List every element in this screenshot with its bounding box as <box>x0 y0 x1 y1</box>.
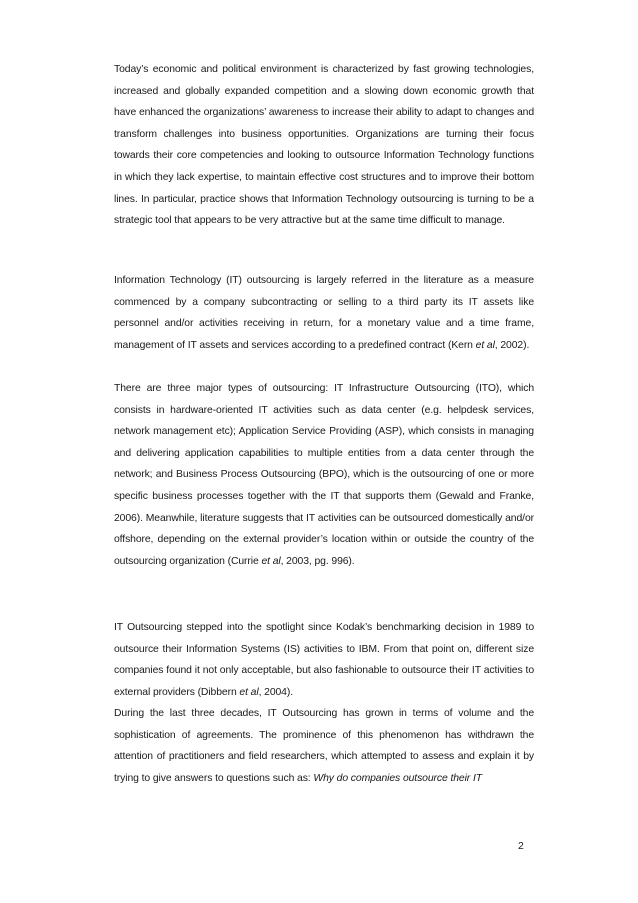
paragraph-text: Information Technology (IT) outsourcing is largely referred in the literature as a measure commenced by a company subcontracting or selling to a third party its IT assets like personnel and/or activities receiving in return, for a monetary value and a time frame, management of IT assets and services according to a predefined contract (Kern <box>114 275 534 351</box>
italic-question: Why do companies outsource their IT <box>313 772 482 784</box>
paragraph-text: , 2003, pg. 996). <box>280 555 355 567</box>
citation-et-al: et al <box>239 686 259 698</box>
paragraph-it-outsourcing-definition <box>114 270 534 356</box>
citation-et-al: et al <box>261 555 281 567</box>
citation-et-al: et al <box>475 339 495 351</box>
paragraph-text: , 2002). <box>494 339 530 351</box>
paragraph-growth-decades <box>114 703 534 789</box>
paragraph-kodak-history <box>114 617 534 703</box>
paragraph-text: During the last three decades, IT Outsourcing has grown in terms of volume and the sophistication of agreements. The prominence of this phenomenon has withdrawn the attention of practitioners and field researchers, which attempted to assess and explain it by trying to give answers to questions such as: <box>114 708 534 784</box>
paragraph-text: IT Outsourcing stepped into the spotlight since Kodak’s benchmarking decision in 1989 to outsource their Information Systems (IS) activities to IBM. From that point on, different size companies found it not only acceptable, but also fashionable to outsource their IT activities to external providers (Dibbern <box>114 622 534 698</box>
paragraph-economic-environment: Today’s economic and political environment is characterized by fast growing technologies, increased and globally expanded competition and a slowing down economic growth that have enhanced the organizations’ awareness to increase their ability to adapt to changes and transform challenges into business opportunities. Organizations are turning their focus towards their core competencies and looking to outsource Information Technology functions in which they lack expertise, to maintain effective cost structures and to improve their bottom lines. In particular, practice shows that Information Technology outsourcing is turning to be a strategic tool that appears to be very attractive but at the same time difficult to manage. <box>114 64 534 227</box>
paragraph-text: , 2004). <box>258 686 293 698</box>
page-number: 2 <box>518 841 524 852</box>
paragraph-outsourcing-types <box>114 378 534 572</box>
paragraph-text: There are three major types of outsourcing: IT Infrastructure Outsourcing (ITO), which consists in hardware-oriented IT activities such as data center (e.g. helpdesk services, network management etc); Application Service Providing (ASP), which consists in managing and delivering application capabilities to multiple entities from a data center through the network; and Business Process Outsourcing (BPO), which is the outsourcing of one or more specific business processes together with the IT that supports them (Gewald and Franke, 2006). Meanwhile, literature suggests that IT activities can be outsourced domestically and/or offshore, depending on the external provider’s location within or outside the country of the outsourcing organization (Currie <box>114 383 534 567</box>
